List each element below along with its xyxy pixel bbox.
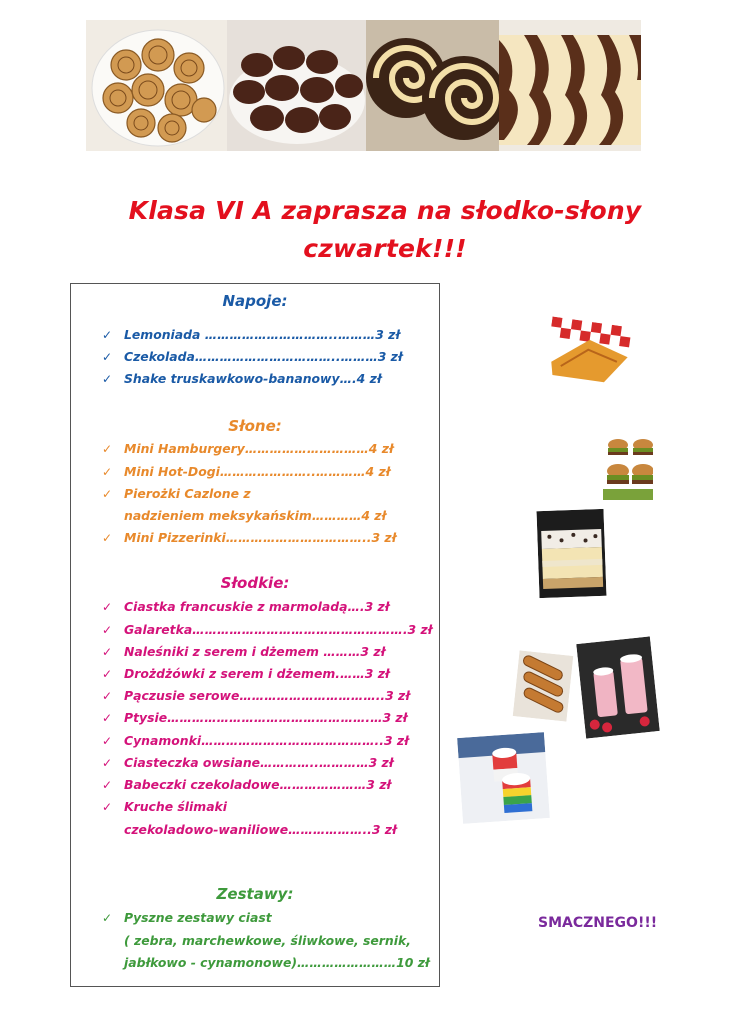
check-icon: ✓	[102, 911, 113, 925]
zebra-cake-photo	[499, 20, 641, 151]
spiral-cookies-photo	[366, 20, 499, 151]
menu-panel: Napoje: ✓ Lemoniada …………………………..………3 zł ✓ Czekolada……………………………..………3 zł ✓ Shake truskawkowo-bananowy….4 zł Słone: ✓ Mini Hamburgery…………………………4 zł ✓ Mini Hot-Dogi…………………..…………4 zł ✓ Pierożki Cazlone z nadzieniem meksykańskim…………4 zł ✓ Mini Pizzerinki……………………………..3 zł Słodkie: ✓ Ciastka francuskie z marmoladą….3 zł ✓ Galaretka…………………………………………….3 zł ✓ Naleśniki z serem i dżemem ………3 zł ✓ Drożdżówki z serem i dżemem.……3 zł ✓ Pączusie serowe……………………………..3 zł ✓ Ptysie………………………………………….…3 zł ✓ Cynamonki……………………………………..3 zł ✓ Ciasteczka owsiane…………..…………3 zł ✓ Babeczki czekoladowe…………………3 zł ✓ Kruche ślimaki czekoladowo-waniliowe………………..3 zł Zestawy: ✓ Pyszne zestawy ciast ( zebra, marchewkowe, śliwkowe, sernik, jabłkowo - cynamonowe)……………………10 zł	[70, 283, 440, 987]
section-title-napoje: Napoje:	[222, 292, 288, 310]
cinnamon-rolls-photo	[86, 20, 227, 151]
section-title-slodkie: Słodkie:	[220, 574, 290, 592]
check-icon: ✓	[102, 734, 113, 748]
rolled-pastries-photo	[513, 650, 574, 721]
hamburgers-photo	[603, 433, 653, 500]
banner	[86, 20, 641, 151]
check-icon: ✓	[102, 711, 113, 725]
section-title-slone: Słone:	[228, 417, 282, 435]
check-icon: ✓	[102, 465, 113, 479]
pastry-photo	[544, 316, 636, 387]
check-icon: ✓	[102, 600, 113, 614]
check-icon: ✓	[102, 623, 113, 637]
check-icon: ✓	[102, 778, 113, 792]
check-icon: ✓	[102, 372, 113, 386]
chocolate-muffins-photo	[227, 20, 366, 151]
strawberry-shakes-photo	[576, 636, 660, 738]
layered-cake-photo	[537, 509, 607, 598]
jelly-desserts-photo	[457, 732, 550, 824]
check-icon: ✓	[102, 645, 113, 659]
check-icon: ✓	[102, 689, 113, 703]
check-icon: ✓	[102, 328, 113, 342]
check-icon: ✓	[102, 442, 113, 456]
check-icon: ✓	[102, 531, 113, 545]
check-icon: ✓	[102, 667, 113, 681]
smacznego-label: SMACZNEGO!!!	[538, 915, 658, 931]
page-heading	[60, 192, 710, 268]
check-icon: ✓	[102, 800, 113, 814]
check-icon: ✓	[102, 350, 113, 364]
check-icon: ✓	[102, 487, 113, 501]
heading-line-2: czwartek!!!	[303, 234, 467, 263]
heading-line-1: Klasa VI A zaprasza na słodko-słony	[128, 196, 642, 225]
section-title-zestawy: Zestawy:	[216, 885, 294, 903]
check-icon: ✓	[102, 756, 113, 770]
